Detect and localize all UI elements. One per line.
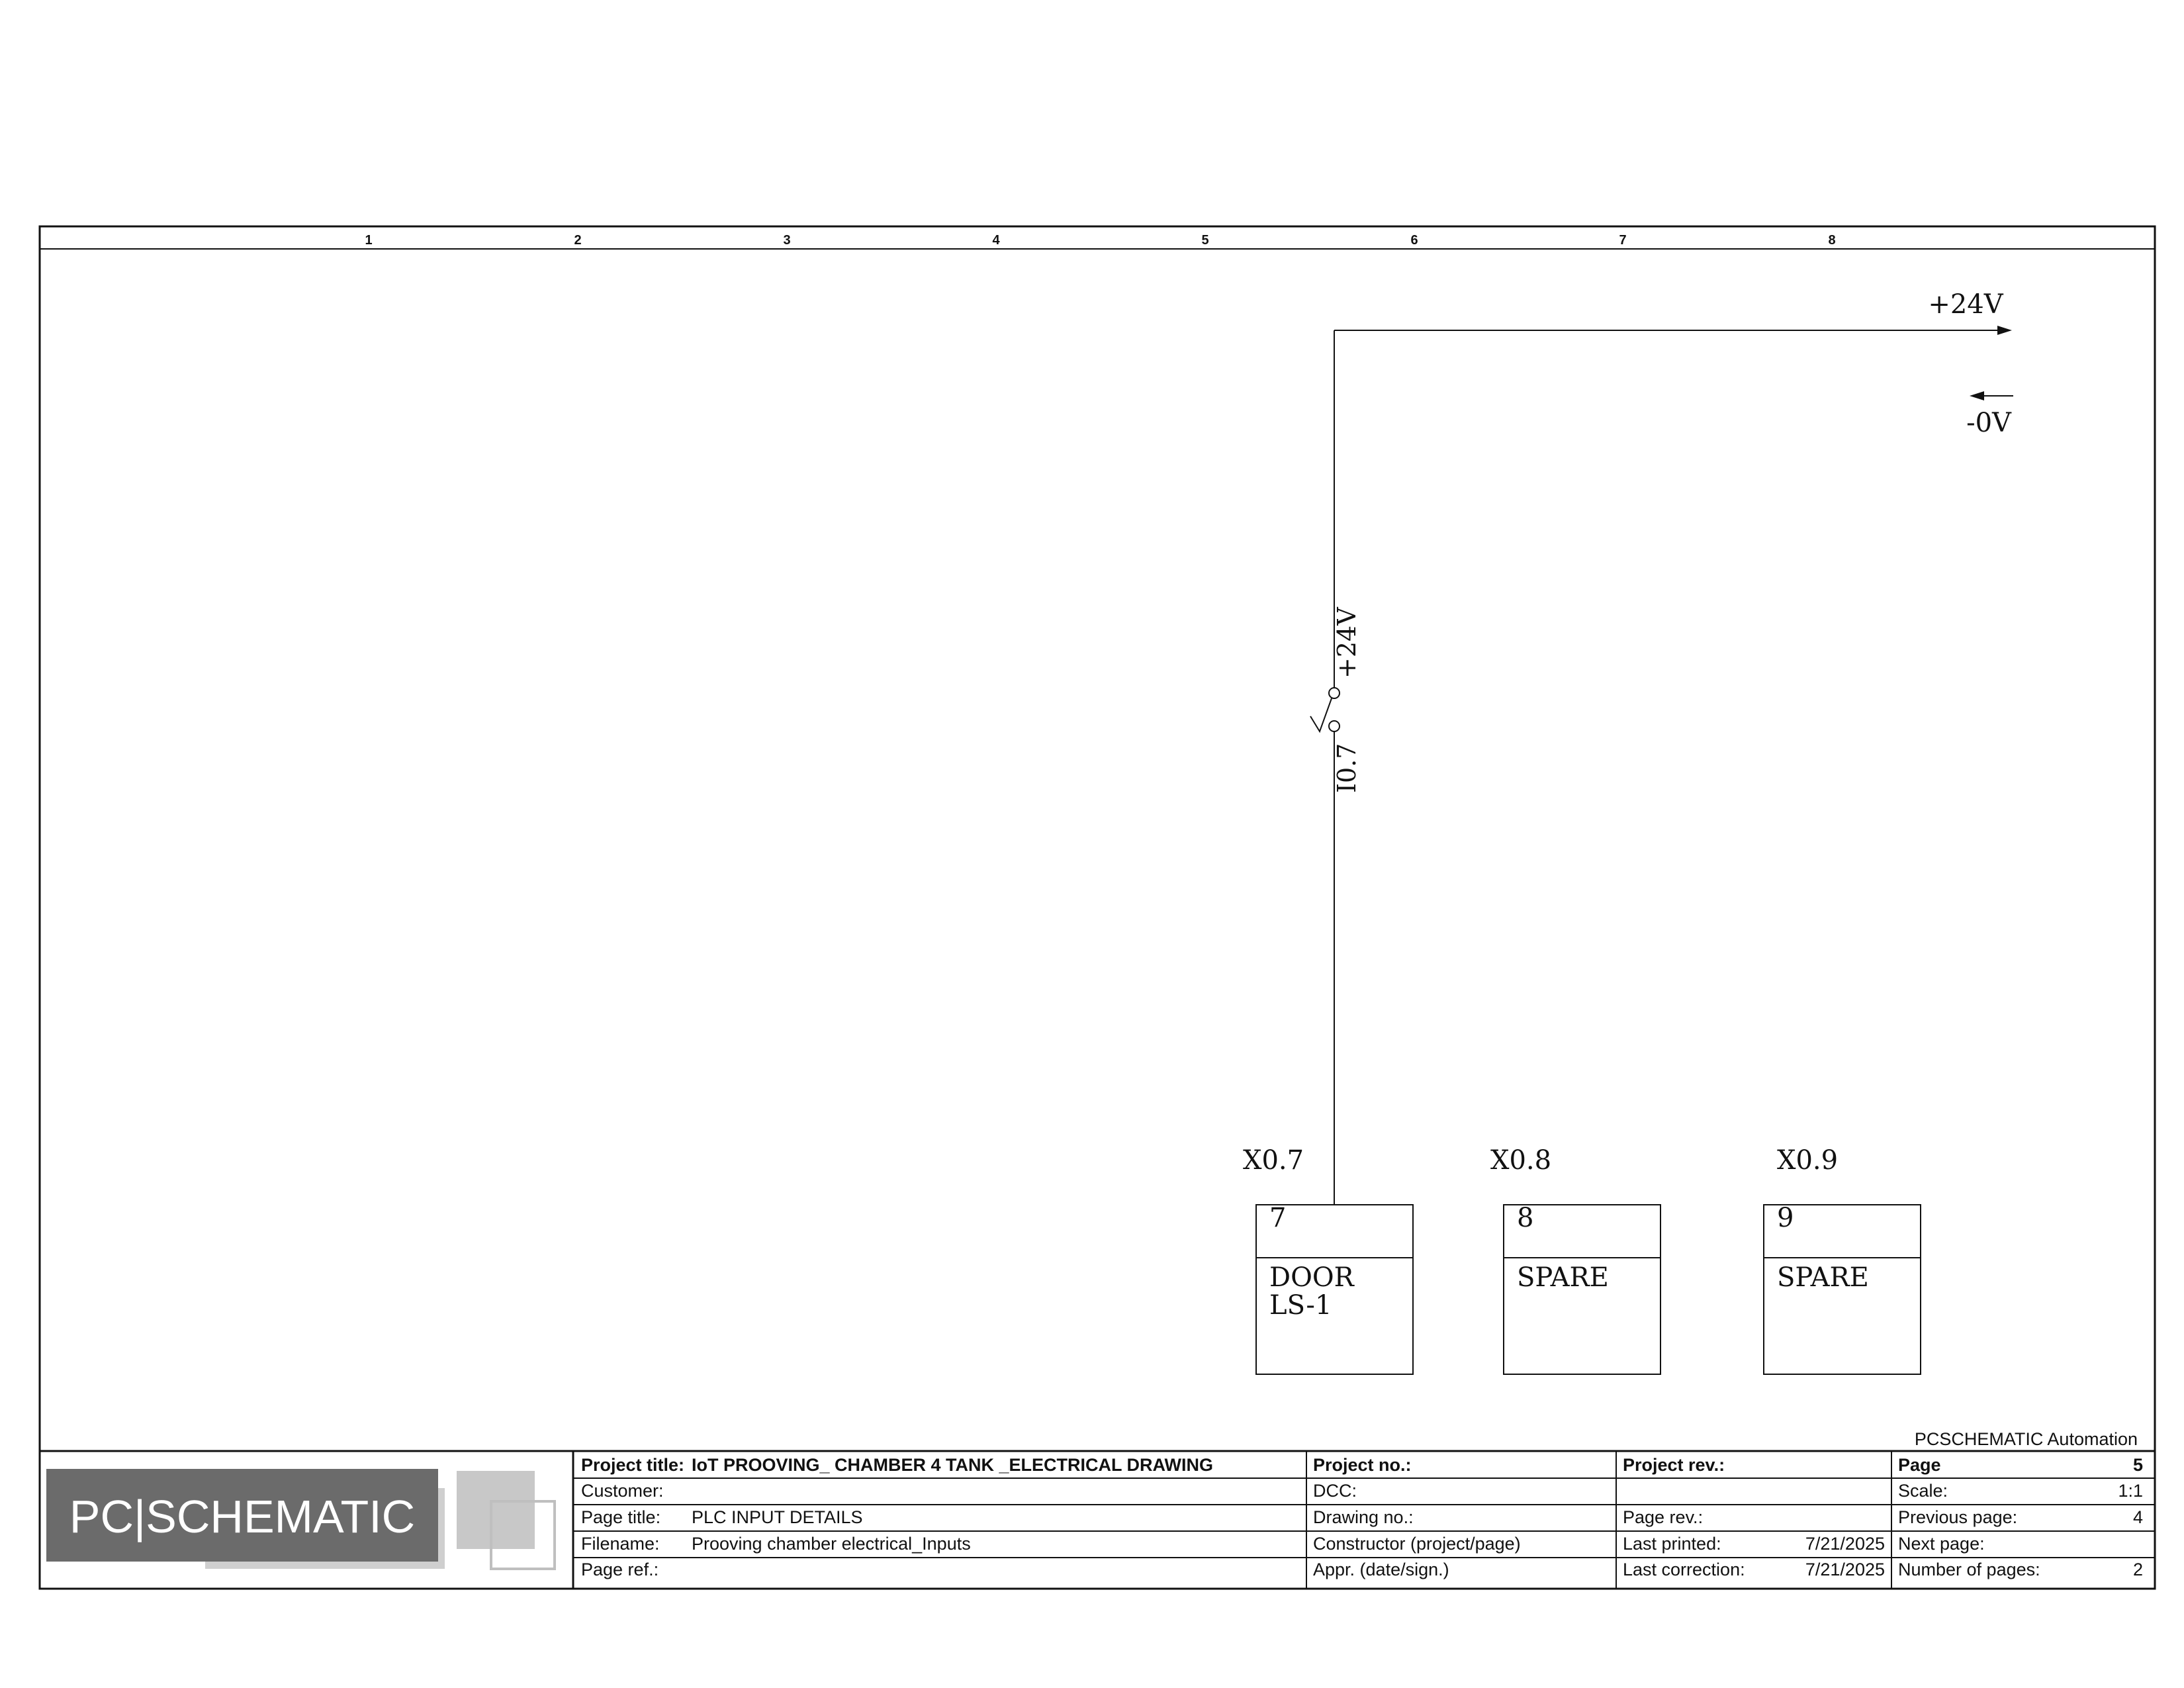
ruler-label-2: 2 bbox=[574, 233, 582, 248]
last-correction-label: Last correction: bbox=[1623, 1560, 1745, 1579]
terminal-x09 bbox=[1764, 1145, 1921, 1374]
scale-label: Scale: bbox=[1898, 1481, 1948, 1501]
ruler-label-3: 3 bbox=[783, 233, 791, 248]
scale-value: 1:1 bbox=[2118, 1481, 2143, 1501]
power-rails bbox=[1334, 289, 2013, 438]
ruler-label-8: 8 bbox=[1828, 233, 1836, 248]
pcschematic-logo bbox=[46, 1469, 555, 1569]
ruler-label-6: 6 bbox=[1410, 233, 1418, 248]
approval-label: Appr. (date/sign.) bbox=[1313, 1560, 1449, 1579]
rail-negative-arrow-icon bbox=[1970, 391, 1984, 400]
ruler-label-1: 1 bbox=[365, 233, 373, 248]
project-rev-label: Project rev.: bbox=[1623, 1455, 1725, 1475]
ruler-label-4: 4 bbox=[992, 233, 1000, 248]
terminal-x08 bbox=[1490, 1145, 1661, 1374]
limit-switch-icon bbox=[1310, 688, 1340, 731]
ruler-label-5: 5 bbox=[1201, 233, 1209, 248]
constructor-label: Constructor (project/page) bbox=[1313, 1534, 1521, 1554]
terminal-description-line2: LS-1 bbox=[1269, 1290, 1332, 1321]
column-ruler bbox=[365, 233, 1835, 248]
drawing-no-label: Drawing no.: bbox=[1313, 1507, 1414, 1527]
title-block-column-pages bbox=[1898, 1455, 2143, 1579]
number-of-pages-label: Number of pages: bbox=[1898, 1560, 2040, 1579]
project-title-value: IoT PROOVING_ CHAMBER 4 TANK _ELECTRICAL DRAWING bbox=[692, 1455, 1214, 1475]
title-block-column-numbers bbox=[1313, 1455, 1521, 1579]
next-page-label: Next page: bbox=[1898, 1534, 1985, 1554]
terminal-number: 8 bbox=[1517, 1203, 1534, 1233]
customer-label: Customer: bbox=[581, 1481, 664, 1501]
terminal-description-line1: SPARE bbox=[1777, 1262, 1869, 1293]
terminal-address: X0.9 bbox=[1777, 1145, 1839, 1176]
page-ref-label: Page ref.: bbox=[581, 1560, 659, 1579]
terminal-address: X0.8 bbox=[1490, 1145, 1552, 1176]
input-circuit-x07 bbox=[1310, 330, 1361, 1205]
switch-top-label: +24V bbox=[1332, 607, 1361, 679]
dcc-label: DCC: bbox=[1313, 1481, 1357, 1501]
number-of-pages-value: 2 bbox=[2132, 1560, 2143, 1579]
title-block-column-revisions bbox=[1623, 1455, 1885, 1579]
terminal-number: 9 bbox=[1777, 1203, 1794, 1233]
logo-text: PC|SCHEMATIC bbox=[69, 1491, 416, 1542]
project-title-label: Project title: bbox=[581, 1455, 685, 1475]
page-title-label: Page title: bbox=[581, 1507, 661, 1527]
title-block-column-project bbox=[581, 1455, 1213, 1579]
switch-bottom-label: I0.7 bbox=[1332, 743, 1361, 793]
rail-negative-label: -0V bbox=[1966, 408, 2011, 438]
last-correction-value: 7/21/2025 bbox=[1805, 1560, 1885, 1579]
terminal-address: X0.7 bbox=[1243, 1145, 1304, 1176]
rail-positive-arrow-icon bbox=[1997, 326, 2012, 335]
drawing-frame bbox=[40, 226, 2155, 1589]
ruler-label-7: 7 bbox=[1619, 233, 1627, 248]
terminal-description-line1: SPARE bbox=[1517, 1262, 1609, 1293]
last-printed-value: 7/21/2025 bbox=[1805, 1534, 1885, 1554]
previous-page-value: 4 bbox=[2132, 1507, 2143, 1527]
previous-page-label: Previous page: bbox=[1898, 1507, 2018, 1527]
terminal-number: 7 bbox=[1269, 1203, 1287, 1233]
page-title-value: PLC INPUT DETAILS bbox=[692, 1507, 863, 1527]
filename-value: Prooving chamber electrical_Inputs bbox=[692, 1534, 971, 1554]
company-name: PCSCHEMATIC Automation bbox=[1914, 1429, 2138, 1449]
terminal-x07 bbox=[1243, 1145, 1413, 1374]
filename-label: Filename: bbox=[581, 1534, 660, 1554]
terminal-description-line1: DOOR bbox=[1269, 1262, 1354, 1293]
page-value: 5 bbox=[2132, 1455, 2143, 1475]
rail-positive-label: +24V bbox=[1928, 289, 2003, 320]
page-rev-label: Page rev.: bbox=[1623, 1507, 1704, 1527]
page-label: Page bbox=[1898, 1455, 1941, 1475]
last-printed-label: Last printed: bbox=[1623, 1534, 1721, 1554]
project-no-label: Project no.: bbox=[1313, 1455, 1412, 1475]
